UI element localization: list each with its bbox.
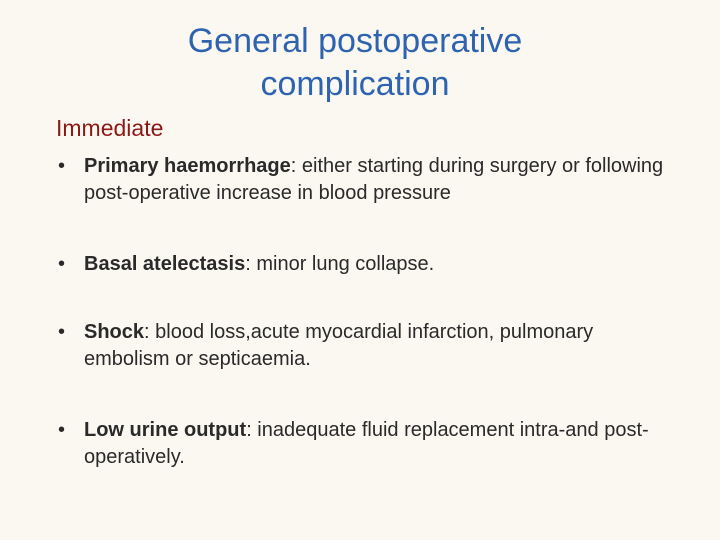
bullet-term: Primary haemorrhage — [84, 155, 291, 177]
bullet-marker: • — [58, 321, 66, 343]
bullet-text: : minor lung collapse. — [245, 253, 435, 275]
bullet-item — [56, 153, 676, 207]
bullet-item — [56, 251, 676, 278]
title-line-2: complication — [260, 65, 450, 103]
bullet-marker: • — [58, 155, 66, 177]
bullet-text: : blood loss,acute myocardial infarction, pulmonary embolism or septicaemia. — [84, 321, 594, 370]
title-line-1: General postoperative — [187, 22, 523, 60]
bullet-item — [56, 319, 616, 373]
slide-title — [100, 20, 610, 106]
bullet-term: Basal atelectasis — [84, 253, 246, 275]
bullet-marker: • — [58, 419, 66, 441]
section-heading: Immediate — [56, 115, 164, 141]
bullet-marker: • — [58, 253, 66, 275]
bullet-item — [56, 417, 676, 471]
bullet-term: Shock — [84, 321, 145, 343]
bullet-term: Low urine output — [84, 419, 247, 441]
bullet-text: : inadequate fluid replacement intra-and post-operatively. — [84, 419, 649, 468]
bullet-text: : either starting during surgery or following post-operative increase in blood pressure — [84, 155, 664, 204]
